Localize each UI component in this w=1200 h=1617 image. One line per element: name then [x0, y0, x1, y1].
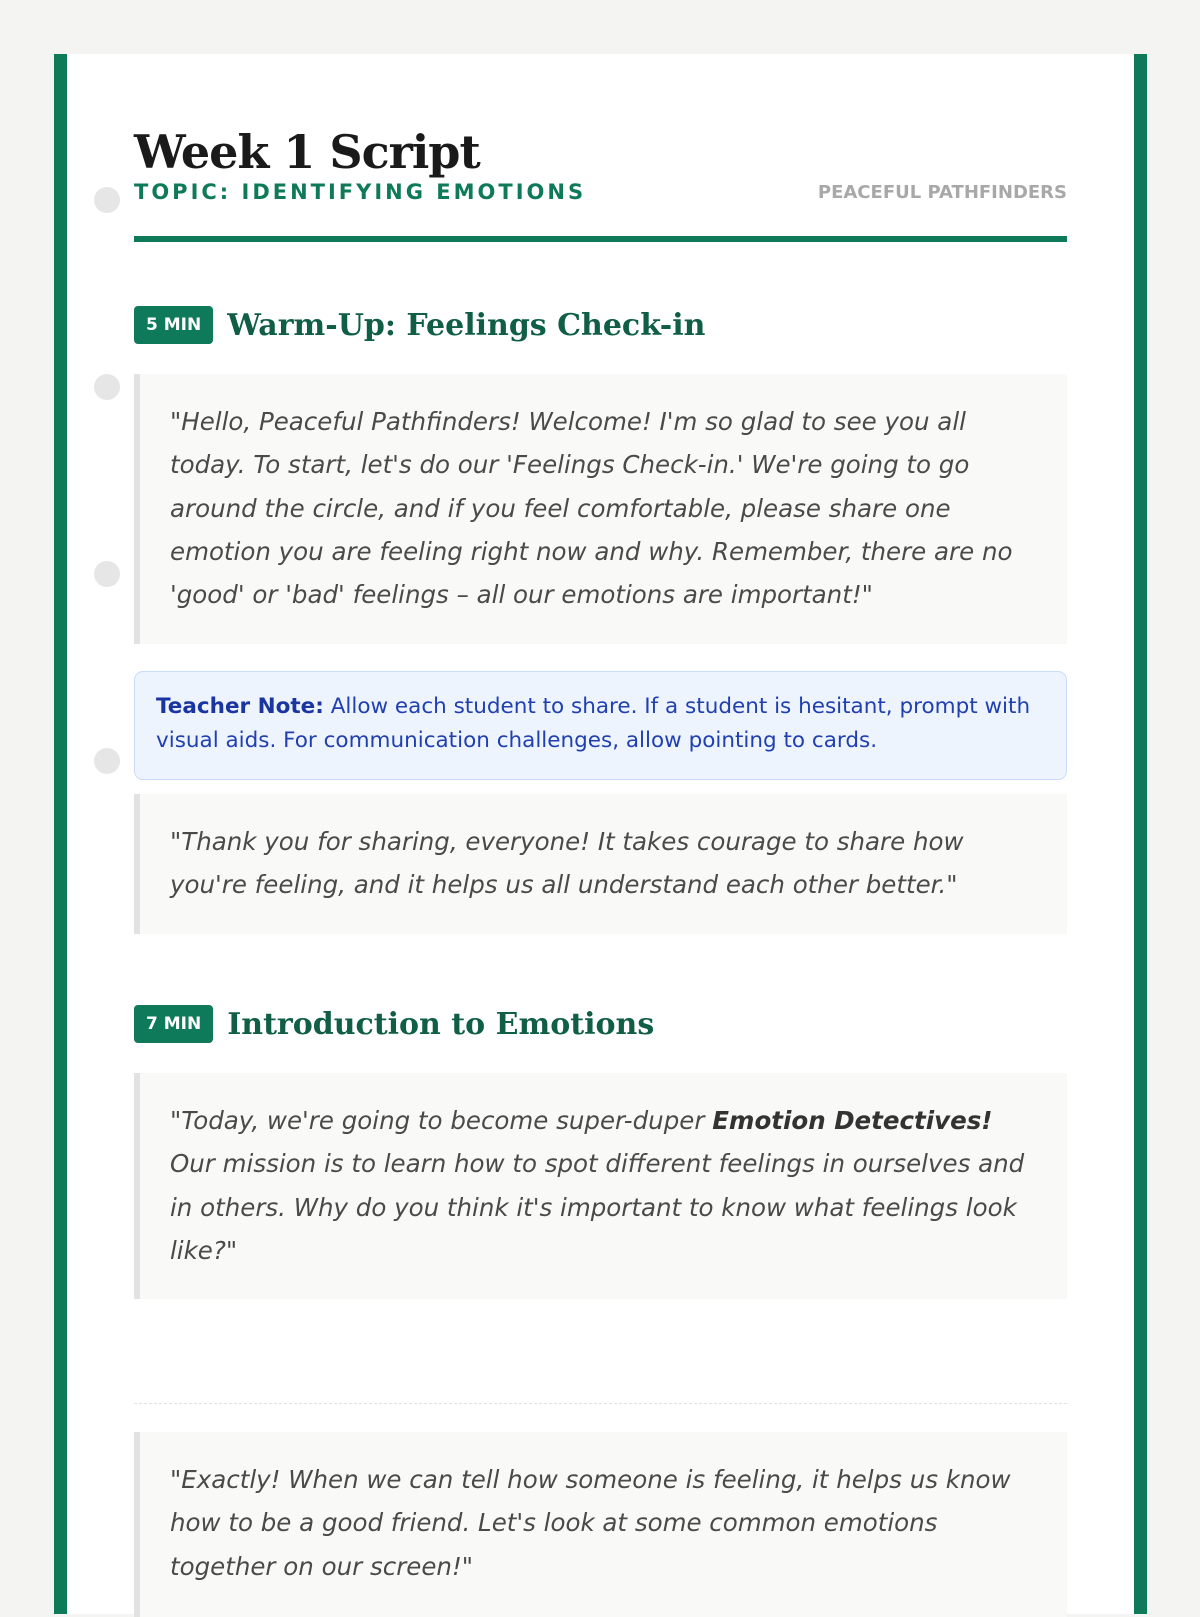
- script-quote: "Hello, Peaceful Pathfinders! Welcome! I'm so glad to see you all today. To start, let's do our 'Feelings Check-in.' We're going to go around the circle, and if you feel comfortable, please share one emotion you are feeling right now and why. Remember, there are no 'good' or 'bad' feelings – all our emotions are important!": [134, 374, 1067, 644]
- script-quote: "Exactly! When we can tell how someone is feeling, it helps us know how to be a good friend. Let's look at some common emotions together on our screen!": [134, 1432, 1067, 1617]
- section-header-warmup: [134, 305, 1067, 345]
- quote-text: "Today, we're going to become super-duper: [170, 1106, 713, 1135]
- section-title: Introduction to Emotions: [227, 1006, 655, 1042]
- section-header-introduction: [134, 1004, 1067, 1044]
- quote-emphasis: Emotion Detectives!: [712, 1106, 993, 1135]
- topic-label: TOPIC: IDENTIFYING EMOTIONS: [134, 180, 587, 204]
- duration-badge: 7 MIN: [134, 1005, 213, 1043]
- brand-label: PEACEFUL PATHFINDERS: [817, 182, 1067, 203]
- header-meta: [134, 180, 1067, 210]
- binder-hole: [94, 748, 120, 774]
- teacher-note: [134, 671, 1067, 780]
- page-title: Week 1 Script: [134, 125, 480, 179]
- teacher-note-text: Allow each student to share. If a student is hesitant, prompt with visual aids. For communication challenges, allow pointing to cards.: [156, 694, 1031, 753]
- header-divider: [134, 236, 1067, 242]
- binder-hole: [94, 561, 120, 587]
- binder-hole: [94, 187, 120, 213]
- script-quote: [134, 1073, 1067, 1299]
- script-quote: "Thank you for sharing, everyone! It takes courage to share how you're feeling, and it helps us all understand each other better.": [134, 794, 1067, 934]
- binder-hole: [94, 374, 120, 400]
- section-title: Warm-Up: Feelings Check-in: [227, 307, 706, 343]
- script-content: [134, 54, 1067, 1617]
- quote-text: Our mission is to learn how to spot different feelings in ourselves and in others. Why do you think it's important to know what feelings look like?": [170, 1149, 1025, 1265]
- section-divider: [134, 1403, 1067, 1404]
- teacher-note-label: Teacher Note:: [156, 694, 324, 719]
- duration-badge: 5 MIN: [134, 306, 213, 344]
